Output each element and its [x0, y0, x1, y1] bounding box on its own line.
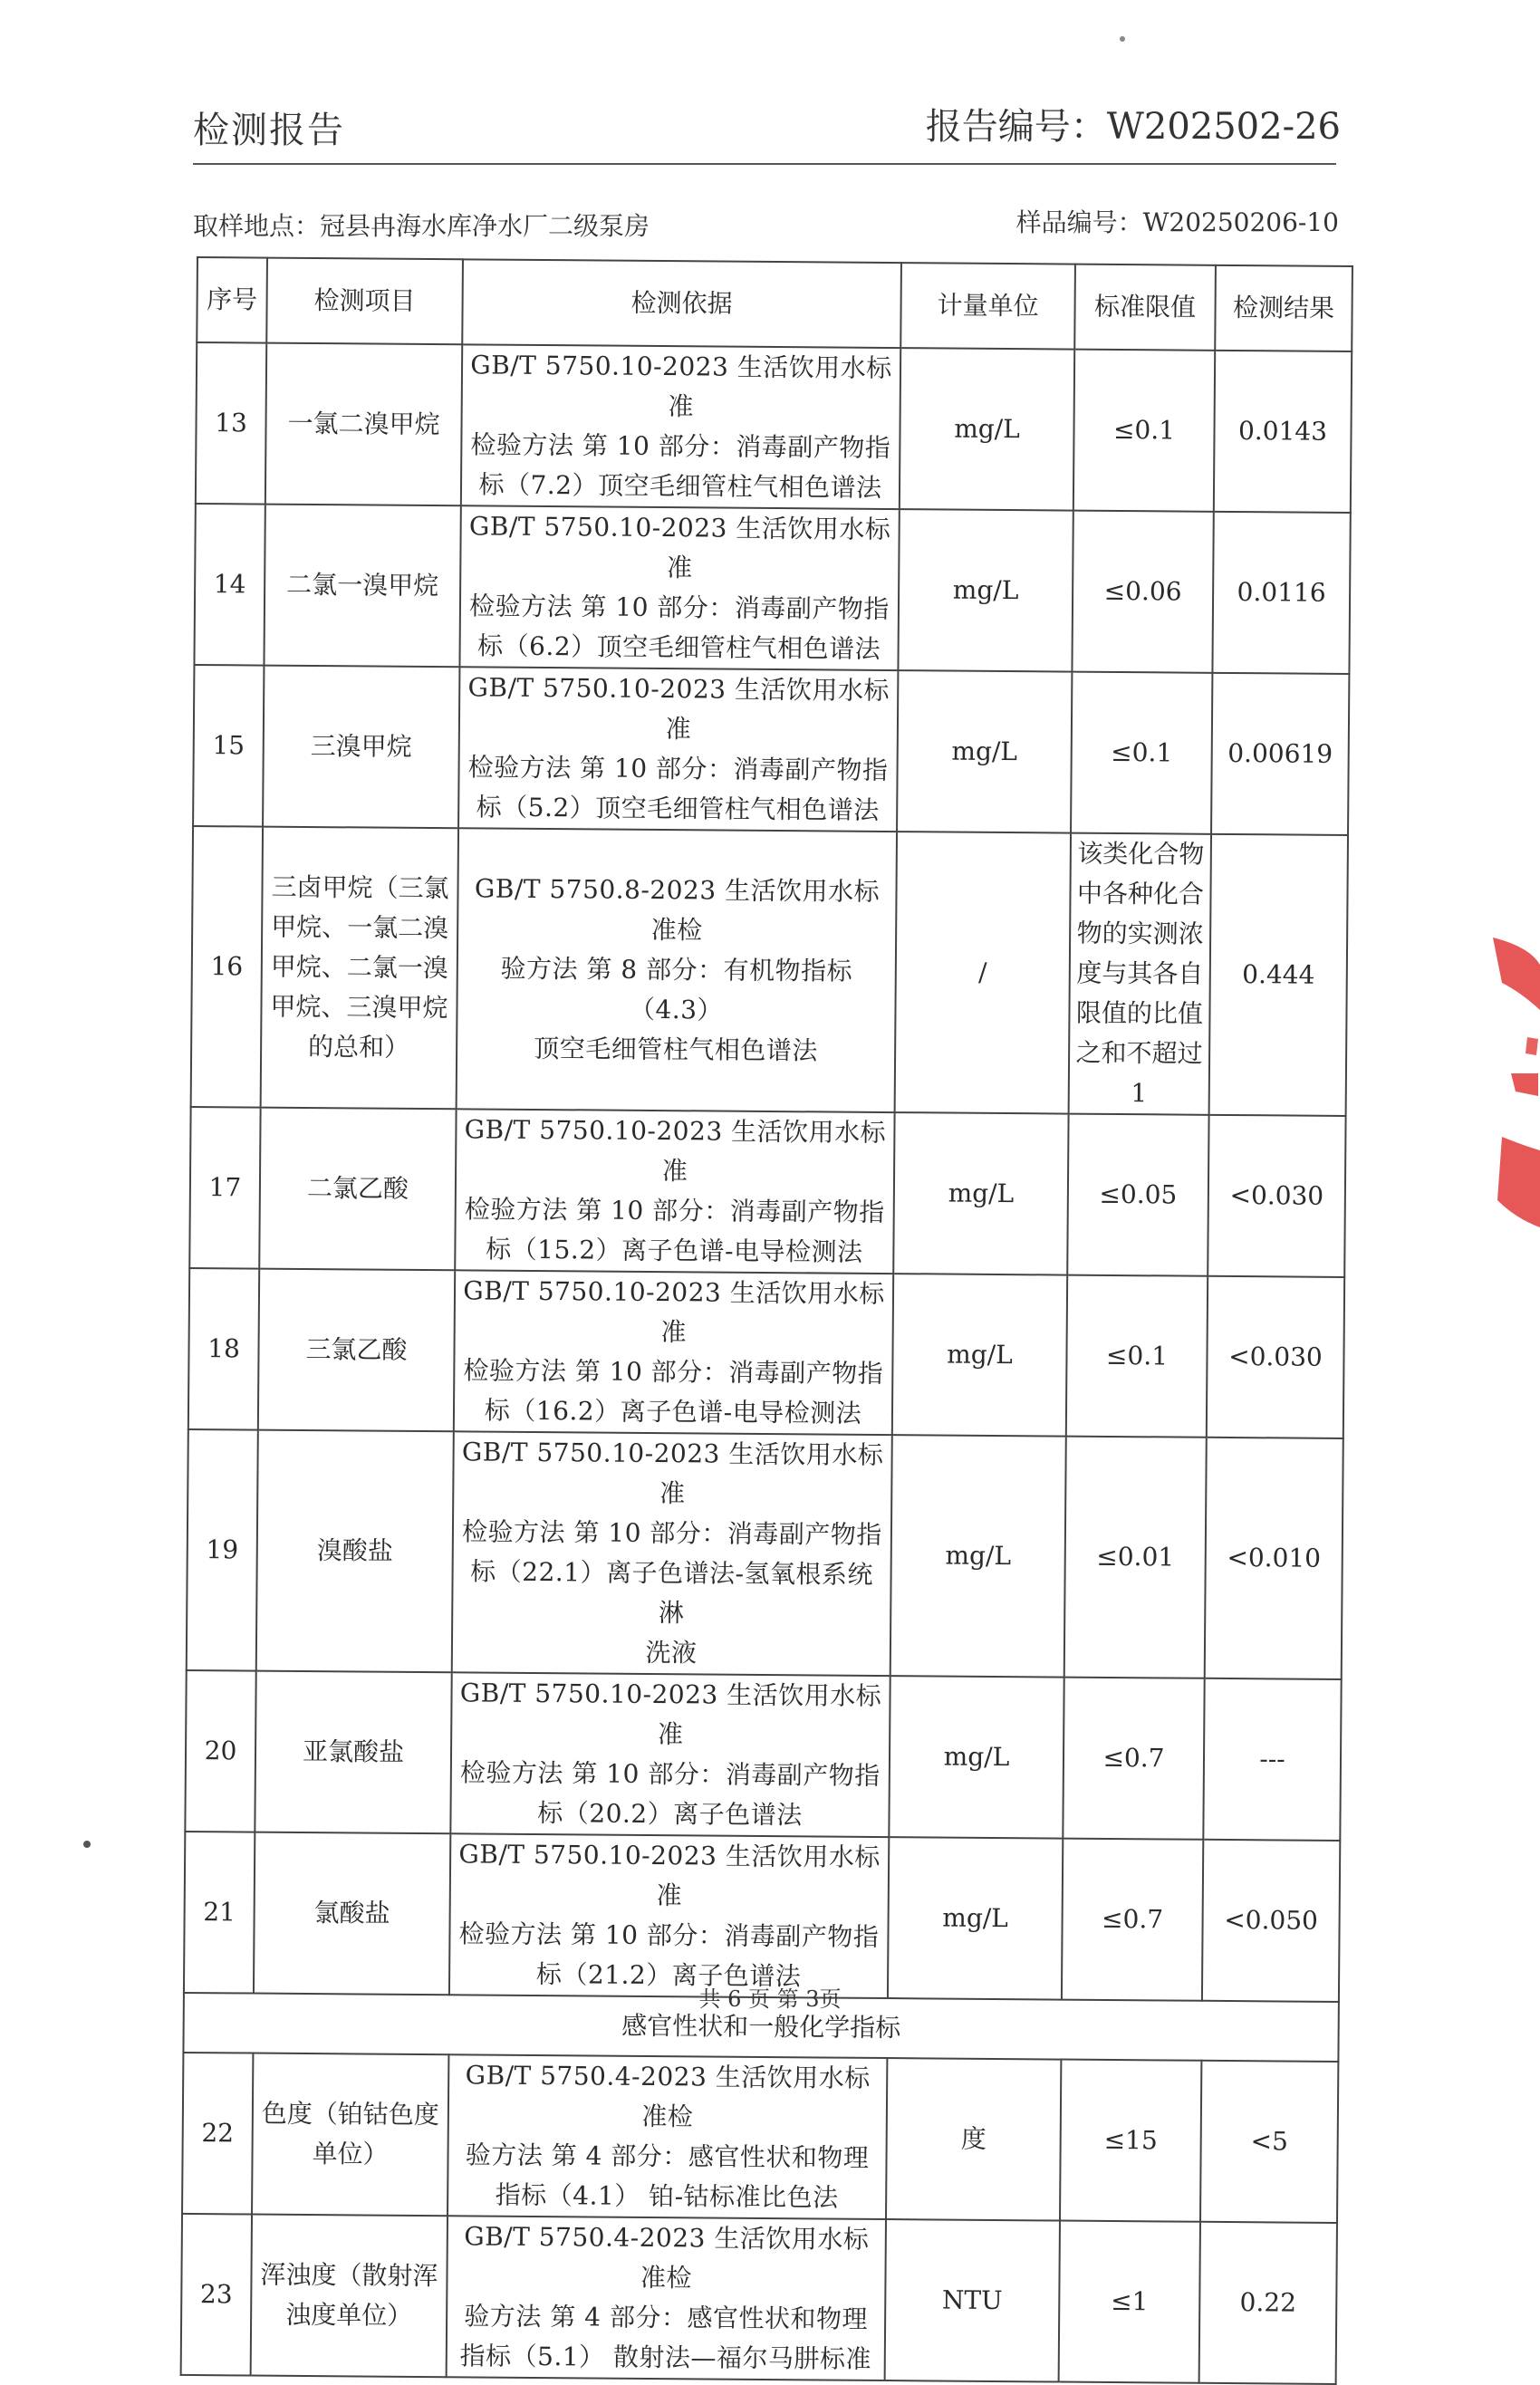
scan-speck: [1120, 36, 1125, 42]
scan-speck: [83, 1841, 91, 1848]
cell-limit: [1066, 1275, 1208, 1438]
cell-basis-line: 检验方法 第 10 部分：消毒副产物指: [459, 1757, 881, 1791]
cell-limit: [1072, 511, 1213, 673]
cell-basis-line: 验方法 第 8 部分：有机物指标（4.3）: [500, 953, 853, 1025]
cell-basis-line: GB/T 5750.10-2023 生活饮用水标准: [468, 511, 891, 583]
cell-item: [261, 827, 458, 1110]
cell-item-line: 甲烷、二氯一溴: [270, 951, 448, 984]
cell-item-line: 甲烷、三溴甲烷: [270, 991, 448, 1024]
cell-basis-line: 标（22.1）离子色谱法-氢氧根系统淋: [470, 1556, 874, 1629]
cell-basis-line: 指标（4.1） 铂-钴标准比色法: [495, 2179, 839, 2213]
table-row: [194, 504, 1350, 674]
cell-basis: [459, 505, 899, 670]
cell-no: 23: [181, 2214, 252, 2376]
cell-basis: [449, 1833, 889, 1998]
cell-basis-line: 标（5.2）顶空毛细管柱气相色谱法: [476, 792, 880, 825]
seal-edge-bottom: [1497, 1137, 1540, 1227]
table-row: [185, 1670, 1341, 1841]
cell-item: [254, 1832, 450, 1996]
cell-result: 0.22: [1199, 2222, 1337, 2384]
cell-item-line: 氯酸盐: [313, 1898, 390, 1928]
cell-basis-line: 检验方法 第 10 部分：消毒副产物指: [467, 752, 889, 786]
cell-basis-line: 检验方法 第 10 部分：消毒副产物指: [470, 429, 891, 464]
cell-item: [256, 1430, 454, 1673]
cell-basis-line: GB/T 5750.10-2023 生活饮用水标准: [470, 350, 892, 422]
cell-basis-line: GB/T 5750.10-2023 生活饮用水标准: [467, 672, 890, 745]
cell-result: 0.444: [1209, 834, 1348, 1116]
seal-mark-middle: [1511, 1073, 1538, 1096]
cell-limit-line: ≤0.7: [1101, 1903, 1164, 1935]
cell-limit: [1069, 833, 1211, 1115]
cell-basis: [448, 2054, 887, 2219]
cell-unit: /: [895, 832, 1071, 1113]
cell-item: [259, 1108, 456, 1271]
cell-limit: [1073, 350, 1215, 512]
cell-result: <0.050: [1202, 1840, 1340, 2002]
cell-item-line: 二氯一溴甲烷: [286, 569, 439, 601]
cell-item: [264, 505, 460, 668]
cell-result: ---: [1203, 1678, 1341, 1841]
col-header-result: 检测结果: [1215, 265, 1352, 351]
cell-basis: [452, 1431, 892, 1676]
cell-unit: NTU: [885, 2219, 1060, 2382]
cell-item-line: 单位）: [312, 2139, 389, 2169]
cell-no: 16: [191, 826, 263, 1108]
cell-unit: mg/L: [900, 348, 1074, 511]
cell-item: [252, 2053, 448, 2217]
seal-mark-upper: [1526, 1037, 1538, 1055]
table-row: [181, 2214, 1337, 2384]
cell-basis-line: GB/T 5750.10-2023 生活饮用水标准: [458, 1839, 881, 1911]
cell-limit-line: ≤0.01: [1096, 1541, 1175, 1572]
table-row: [193, 665, 1349, 835]
cell-basis: [457, 828, 897, 1112]
cell-limit-line: 限值的比值: [1075, 997, 1204, 1029]
red-seal-stamp: [1475, 938, 1540, 1236]
cell-limit-line: ≤0.1: [1105, 1340, 1169, 1371]
cell-basis-line: GB/T 5750.10-2023 生活饮用水标准: [461, 1437, 884, 1509]
cell-basis-line: GB/T 5750.4-2023 生活饮用水标准检: [465, 2060, 871, 2132]
cell-basis: [447, 2216, 886, 2380]
cell-limit-line: ≤0.05: [1099, 1178, 1178, 1210]
table-row: [184, 1832, 1340, 2002]
cell-limit-line: ≤0.7: [1102, 1742, 1165, 1774]
cell-basis-line: 标（20.2）离子色谱法: [537, 1798, 803, 1831]
cell-item-line: 浑浊度（散射浑: [260, 2259, 438, 2292]
cell-unit: mg/L: [897, 670, 1072, 833]
table-row: [188, 1268, 1344, 1438]
col-header-limit: 标准限值: [1074, 264, 1216, 351]
cell-basis: [454, 1270, 893, 1435]
cell-result: 0.0116: [1212, 512, 1350, 674]
table-row: [191, 826, 1348, 1116]
cell-item: [258, 1269, 455, 1432]
col-header-item: 检测项目: [266, 258, 463, 345]
cell-item-line: 三溴甲烷: [310, 731, 412, 762]
cell-limit-line: 度与其各自: [1076, 957, 1204, 989]
cell-limit-line: ≤0.1: [1111, 736, 1173, 768]
cell-unit: mg/L: [893, 1112, 1068, 1275]
cell-limit-line: ≤0.1: [1112, 414, 1176, 446]
cell-item: [251, 2215, 448, 2378]
cell-item: [255, 1671, 451, 1834]
cell-limit-line: ≤15: [1103, 2124, 1158, 2156]
cell-basis-line: 检验方法 第 10 部分：消毒副产物指: [463, 1355, 884, 1389]
cell-item-line: 甲烷、一氯二溴: [271, 911, 449, 944]
cell-limit-line: ≤0.06: [1103, 575, 1182, 607]
cell-item-line: 亚氯酸盐: [302, 1736, 405, 1767]
cell-item-line: 的总和）: [308, 1031, 410, 1063]
col-header-basis: 检测依据: [462, 259, 901, 348]
cell-basis: [450, 1672, 890, 1837]
cell-limit: [1067, 1114, 1208, 1276]
table-row: [189, 1107, 1345, 1277]
cell-limit: [1071, 672, 1212, 834]
cell-item-line: 溴酸盐: [316, 1535, 393, 1566]
section-label: 感官性状和一般化学指标: [183, 1993, 1338, 2062]
cell-no: 14: [194, 504, 265, 666]
cell-basis-line: 标（21.2）离子色谱法: [535, 1959, 802, 1992]
cell-basis-line: GB/T 5750.10-2023 生活饮用水标准: [463, 1275, 885, 1348]
seal-edge-top: [1493, 938, 1540, 1010]
cell-result: 0.0143: [1214, 351, 1352, 513]
cell-basis-line: 标（15.2）离子色谱-电导检测法: [486, 1234, 863, 1267]
cell-limit: [1064, 1437, 1207, 1678]
cell-basis-line: 检验方法 第 10 部分：消毒副产物指: [468, 591, 890, 625]
cell-limit-line: 物的实测浓: [1076, 918, 1204, 949]
cell-basis-line: GB/T 5750.10-2023 生活饮用水标准: [459, 1678, 882, 1750]
cell-no: 17: [189, 1107, 260, 1269]
header-divider: [193, 163, 1336, 165]
report-title: 检测报告: [193, 110, 345, 151]
cell-no: 22: [182, 2053, 253, 2215]
cell-item-line: 三卤甲烷（三氯: [271, 871, 449, 904]
cell-result: 0.00619: [1211, 673, 1349, 835]
cell-limit-line: 中各种化合: [1076, 878, 1205, 909]
cell-item-line: 色度（铂钴色度: [261, 2098, 440, 2130]
cell-item: [263, 666, 459, 829]
cell-basis-line: 检验方法 第 10 部分：消毒副产物指: [464, 1194, 885, 1227]
cell-limit-line: 之和不超过: [1075, 1037, 1203, 1069]
cell-result: <0.030: [1208, 1115, 1345, 1277]
col-header-no: 序号: [197, 257, 267, 343]
cell-limit-line: ≤1: [1111, 2285, 1149, 2317]
cell-item-line: 三氯乙酸: [305, 1333, 408, 1365]
cell-unit: mg/L: [890, 1435, 1066, 1677]
sampling-location: 取样地点：冠县冉海水库净水厂二级泵房: [193, 211, 650, 241]
cell-result: <0.030: [1207, 1276, 1344, 1438]
cell-unit: mg/L: [892, 1274, 1067, 1437]
cell-basis-line: 验方法 第 4 部分：感官性状和物理: [465, 2140, 870, 2173]
cell-basis-line: 验方法 第 4 部分：感官性状和物理: [464, 2301, 869, 2334]
cell-unit: mg/L: [898, 509, 1073, 672]
cell-result: <5: [1200, 2061, 1338, 2223]
cell-unit: mg/L: [888, 1837, 1063, 2000]
table-row: [187, 1429, 1343, 1679]
cell-item-line: 浊度单位）: [285, 2299, 413, 2331]
cell-basis-line: 标（16.2）离子色谱-电导检测法: [484, 1395, 862, 1428]
cell-result: <0.010: [1205, 1438, 1343, 1679]
cell-item-line: 二氯乙酸: [306, 1172, 409, 1204]
cell-limit: [1060, 2060, 1201, 2222]
cell-no: 19: [187, 1429, 258, 1671]
cell-no: 13: [196, 342, 266, 505]
cell-basis-line: GB/T 5750.8-2023 生活饮用水标准检: [474, 873, 881, 946]
cell-item: [265, 343, 462, 506]
results-table: [180, 256, 1353, 2385]
cell-no: 21: [184, 1832, 255, 1994]
cell-limit-line: 1: [1131, 1078, 1148, 1109]
cell-basis-line: 指标（5.1） 散射法—福尔马肼标准: [459, 2341, 872, 2374]
cell-basis-line: 检验方法 第 10 部分：消毒副产物指: [458, 1919, 880, 1952]
cell-limit: [1062, 1839, 1203, 2001]
cell-basis-line: GB/T 5750.10-2023 生活饮用水标准: [464, 1114, 887, 1187]
cell-no: 20: [185, 1670, 255, 1832]
sample-number: 样品编号：W20250206-10: [1015, 207, 1339, 237]
cell-limit: [1063, 1678, 1204, 1840]
cell-basis: [458, 667, 898, 832]
cell-unit: mg/L: [889, 1676, 1064, 1839]
cell-no: 15: [193, 665, 264, 827]
cell-limit: [1059, 2221, 1200, 2383]
page-counter: 共 6 页 第 3页: [698, 1986, 842, 2012]
cell-basis-line: 洗液: [645, 1637, 698, 1669]
cell-basis-line: 标（7.2）顶空毛细管柱气相色谱法: [478, 469, 882, 503]
cell-basis: [455, 1109, 894, 1274]
table-header-row: [197, 257, 1352, 351]
report-number: 报告编号：W202502-26: [925, 106, 1341, 148]
cell-basis-line: 顶空毛细管柱气相色谱法: [534, 1033, 819, 1066]
table-row: [196, 342, 1352, 513]
cell-limit-line: 该类化合物: [1077, 838, 1205, 870]
cell-basis: [461, 344, 900, 509]
cell-no: 18: [188, 1268, 259, 1430]
table-row: [182, 2053, 1338, 2223]
cell-basis-line: 检验方法 第 10 部分：消毒副产物指: [461, 1516, 882, 1550]
col-header-unit: 计量单位: [900, 263, 1075, 350]
cell-basis-line: 标（6.2）顶空毛细管柱气相色谱法: [476, 630, 881, 664]
cell-basis-line: GB/T 5750.4-2023 生活饮用水标准检: [464, 2221, 870, 2294]
cell-unit: 度: [886, 2058, 1061, 2221]
cell-item-line: 一氯二溴甲烷: [287, 408, 440, 440]
